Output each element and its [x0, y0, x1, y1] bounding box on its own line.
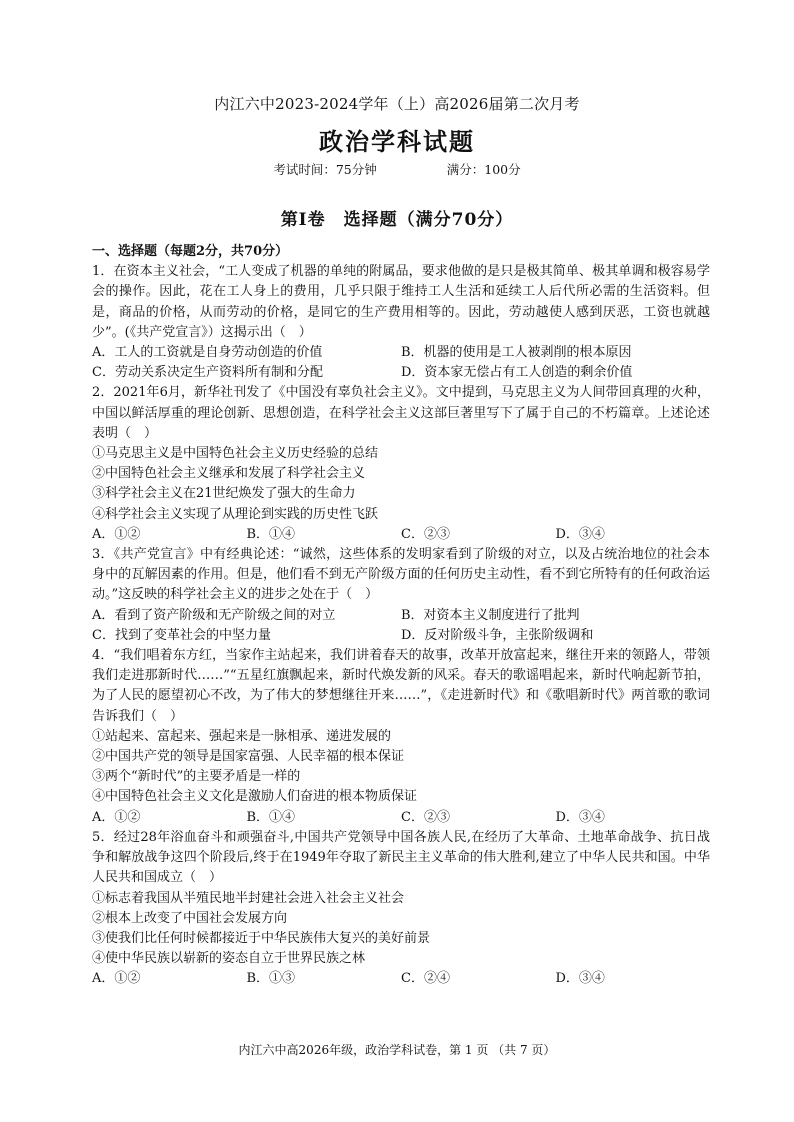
option-d: D．③④	[555, 809, 605, 825]
option-row	[92, 343, 710, 363]
option-d: D．资本家无偿占有工人创造的剩余价值	[401, 365, 633, 381]
question-2	[92, 383, 710, 545]
question-5	[92, 828, 710, 990]
option-c: C．找到了变革社会的中坚力量	[92, 627, 271, 643]
subject-title: 政治学科试题	[319, 127, 475, 156]
statement-1: ①站起来、富起来、强起来是一脉相承、递进发展的	[92, 728, 392, 744]
option-row	[92, 525, 710, 545]
statement-4: ④使中华民族以崭新的姿态自立于世界民族之林	[92, 951, 366, 967]
option-a: A．①②	[92, 971, 141, 987]
exam-info	[0, 160, 794, 178]
option-row	[92, 606, 710, 626]
option-c: C．②③	[401, 526, 450, 542]
option-b: B．对资本主义制度进行了批判	[401, 607, 580, 623]
statement-2: ②根本上改变了中国社会发展方向	[92, 910, 288, 926]
question-3	[92, 545, 710, 646]
option-a: A．①②	[92, 809, 141, 825]
statement-3: ③两个“新时代”的主要矛盾是一样的	[92, 769, 301, 785]
option-c: C．②③	[401, 809, 450, 825]
section-heading: 一、选择题（每题2分，共70分）	[92, 244, 289, 259]
statement-1: ①标志着我国从半殖民地半封建社会进入社会主义社会	[92, 890, 405, 906]
question-4	[92, 646, 710, 828]
option-c: C．②④	[401, 971, 450, 987]
option-a: A．工人的工资就是自身劳动创造的价值	[92, 345, 323, 361]
option-b: B．①④	[246, 526, 296, 542]
statement-2: ②中国特色社会主义继承和发展了科学社会主义	[92, 466, 366, 482]
option-d: D．③④	[555, 526, 605, 542]
question-stem: 1．在资本主义社会，“工人变成了机器的单纯的附属品，要求他做的是只是极其简单、极其单调和极容易学会的操作。因此，花在工人身上的费用，几乎只限于维持工人生活和延续工人后代所必需的生活资料。但是，商品的价格，从而劳动的价格，是同它的生产费用相等的。因此，劳动越使人感到厌恶，工资也就越少”。(《共产党宣言》）这揭示出（ ）	[92, 264, 710, 340]
option-a: A．①②	[92, 526, 141, 542]
option-b: B．①④	[246, 809, 296, 825]
statement-2: ②中国共产党的领导是国家富强、人民幸福的根本保证	[92, 749, 405, 765]
question-stem: 3．《共产党宣言》中有经典论述：“诚然，这些体系的发明家看到了阶级的对立，以及占统治地位的社会本身中的瓦解因素的作用。但是，他们看不到无产阶级方面的任何历史主动性，看不到它所特有的任何政治运动。”这反映的科学社会主义的进步之处在于（ ）	[92, 547, 710, 603]
statement-4: ④中国特色社会主义文化是激励人们奋进的根本物质保证	[92, 789, 418, 805]
page-footer: 内江六中高2026年级，政治学科试卷，第 1 页 （共 7 页）	[238, 1043, 556, 1057]
option-d: D．③④	[555, 971, 605, 987]
option-row	[92, 363, 710, 383]
option-c: C．劳动关系决定生产资料所有制和分配	[92, 365, 323, 381]
option-a: A．看到了资产阶级和无产阶级之间的对立	[92, 607, 336, 623]
question-stem: 5．经过28年浴血奋斗和顽强奋斗,中国共产党领导中国各族人民,在经历了大革命、土地革命战争、抗日战争和解放战争这四个阶段后,终于在1949年夺取了新民主主义革命的伟大胜利,建立了中华人民共和国。中华人民共和国成立（ ）	[92, 829, 710, 886]
statement-4: ④科学社会主义实现了从理论到实践的历史性飞跃	[92, 506, 379, 522]
statement-3: ③科学社会主义在21世纪焕发了强大的生命力	[92, 486, 356, 502]
option-d: D．反对阶级斗争，主张阶级调和	[401, 627, 594, 643]
option-row	[92, 969, 710, 989]
option-b: B．机器的使用是工人被剥削的根本原因	[401, 345, 632, 361]
statement-1: ①马克思主义是中国特色社会主义历史经验的总结	[92, 446, 379, 462]
option-b: B．①③	[246, 971, 296, 987]
exam-title: 内江六中2023-2024学年（上）高2026届第二次月考	[214, 95, 580, 113]
statement-3: ③使我们比任何时候都接近于中华民族伟大复兴的美好前景	[92, 930, 431, 946]
option-row	[92, 808, 710, 828]
section-title: 第Ⅰ卷 选择题（满分70分）	[280, 210, 514, 230]
questions-content	[92, 242, 710, 990]
exam-score: 满分：100分	[446, 162, 521, 177]
question-1	[92, 262, 710, 383]
option-row	[92, 626, 710, 646]
exam-time: 考试时间：75分钟	[273, 162, 377, 177]
question-stem: 2．2021年6月，新华社刊发了《中国没有辜负社会主义》。文中提到，马克思主义为人间带回真理的火种，中国以鲜活厚重的理论创新、思想创造，在科学社会主义这部巨著里写下了属于自己的不朽篇章。上述论述表明（ ）	[92, 385, 710, 441]
question-stem: 4．“我们唱着东方红，当家作主站起来，我们讲着春天的故事，改革开放富起来，继往开来的领路人，带领我们走进那新时代……”“五星红旗飘起来，新时代焕发新的风采。春天的歌谣唱起来，新时代响起新节拍，为了人民的愿望初心不改，为了伟大的梦想继往开来……”，《走进新时代》和《歌唱新时代》两首歌的歌词告诉我们（ ）	[92, 648, 710, 724]
